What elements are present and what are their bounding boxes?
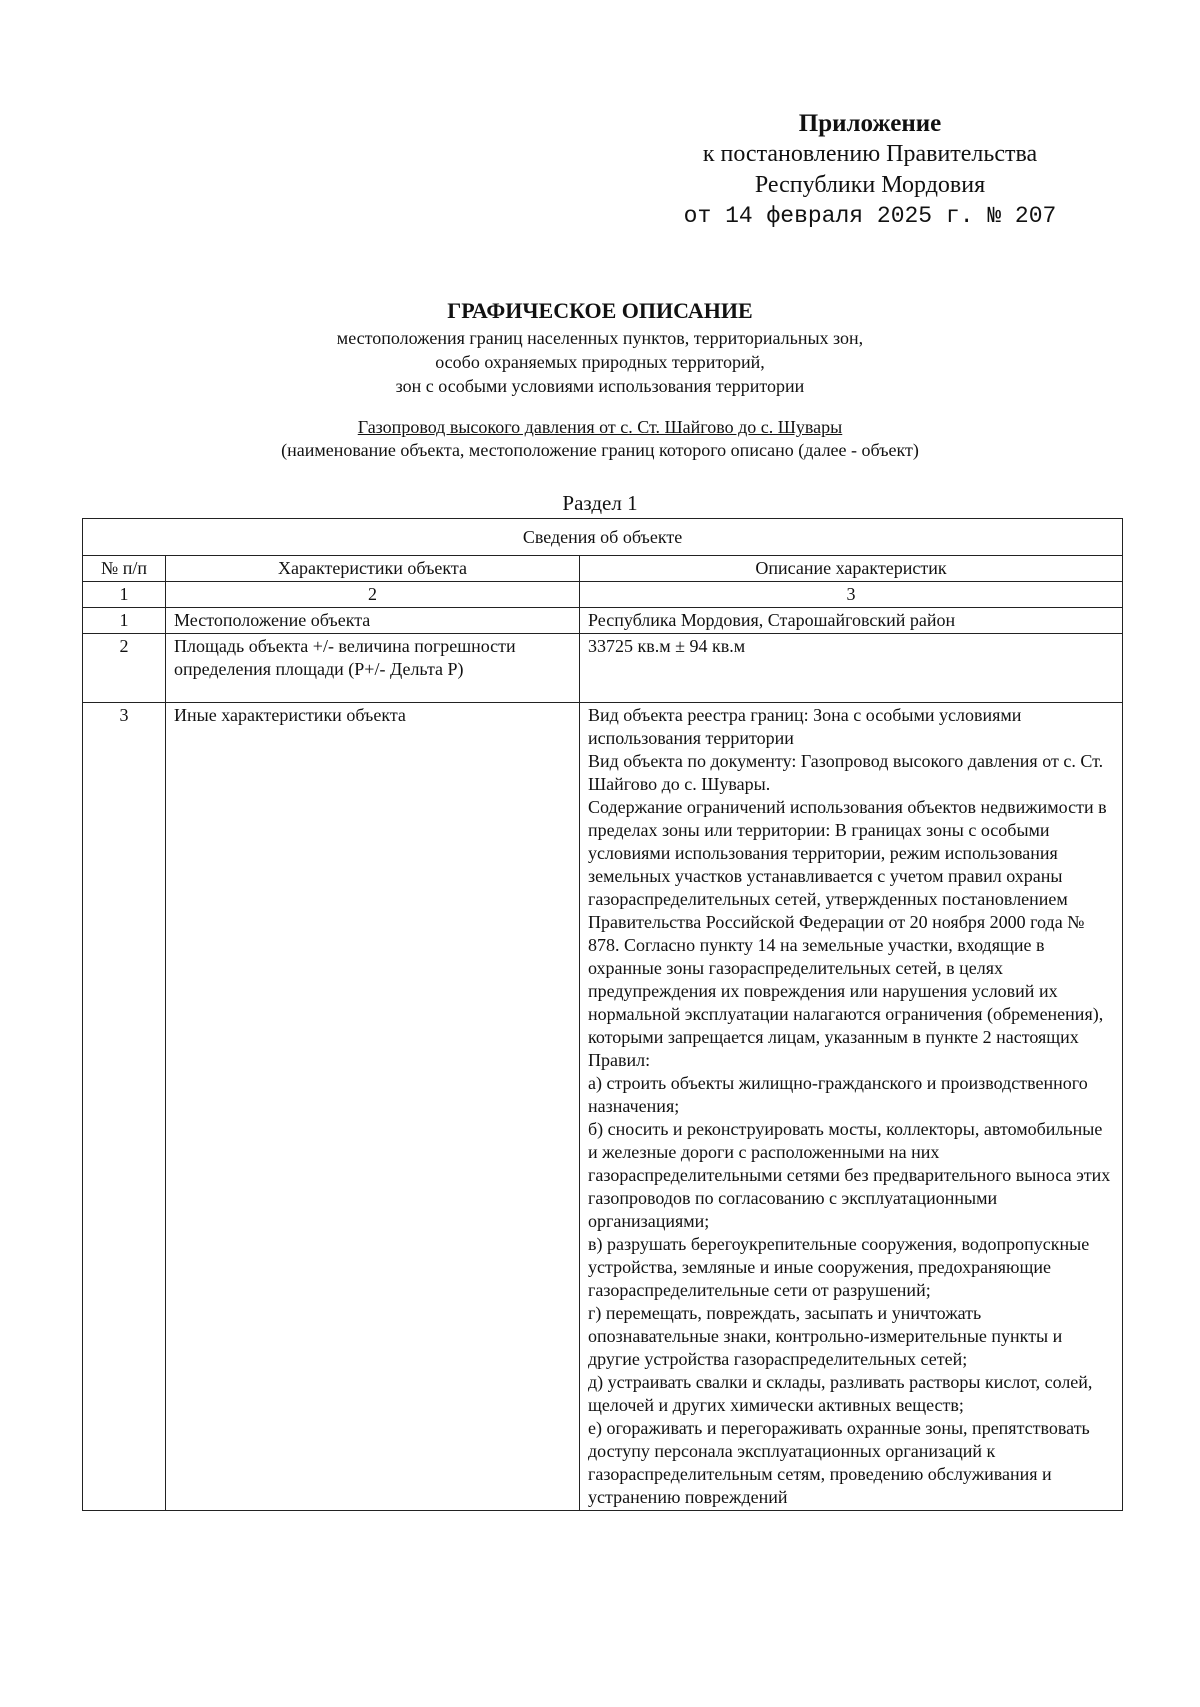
description-line: Вид объекта по документу: Газопровод высокого давления от с. Ст. Шайгово до с. Шувары. (588, 751, 1104, 794)
header-characteristic: Характеристики объекта (166, 556, 580, 582)
column-number-2: 2 (166, 582, 580, 608)
description-line: д) устраивать свалки и склады, разливать растворы кислот, солей, щелочей и других химически активных веществ; (588, 1372, 1093, 1415)
header-description: Описание характеристик (580, 556, 1123, 582)
appendix-title: Приложение (798, 110, 942, 137)
table-row (83, 703, 1123, 1511)
appendix-line-2: Республики Мордовия (754, 172, 986, 198)
document-heading (100, 296, 1100, 398)
description-line: Вид объекта реестра границ: Зона с особыми условиями использования территории (588, 705, 1022, 748)
row-characteristic: Иные характеристики объекта (166, 703, 580, 1511)
column-number-1: 1 (83, 582, 166, 608)
appendix-date: от 14 февраля 2025 г. № 207 (683, 203, 1057, 229)
section-title: Раздел 1 (562, 491, 638, 515)
appendix-line-1: к постановлению Правительства (702, 141, 1038, 167)
description-line: г) перемещать, повреждать, засыпать и уничтожать опознавательные знаки, контрольно-измерительные пункты и другие устройства газораспределительных сетей; (588, 1303, 1063, 1369)
description-line: е) огораживать и перегораживать охранные зоны, препятствовать доступу персонала эксплуатационных организаций к газораспределительным сетям, проведению обслуживания и устранению повреждений (588, 1418, 1090, 1507)
table-column-numbers-row (83, 582, 1123, 608)
column-number-3: 3 (580, 582, 1123, 608)
description-line: 33725 кв.м ± 94 кв.м (588, 636, 746, 656)
table-caption-row (83, 519, 1123, 556)
document-subtitle-1: местоположения границ населенных пунктов, территориальных зон, (336, 328, 864, 348)
row-description (580, 608, 1123, 634)
object-name-note: (наименование объекта, местоположение границ которого описано (далее - объект) (281, 440, 919, 460)
row-number: 1 (83, 608, 166, 634)
document-subtitle-2: особо охраняемых природных территорий, (435, 352, 765, 372)
description-line: Содержание ограничений использования объектов недвижимости в пределах зоны или территории: В границах зоны с особыми условиями использования территории, режим использования земельных участков устанавливается с учетом правил охраны газораспределительных сетей, утвержденных постановлением Правительства Российской Федерации от 20 ноября 2000 года № 878. Согласно пункту 14 на земельные участки, входящие в охранные зоны газораспределительных сетей, в целях предупреждения их повреждения или нарушения условий их нормальной эксплуатации налагаются ограничения (обременения), которыми запрещается лицам, указанным в пункте 2 настоящих Правил: (588, 797, 1107, 1070)
document-subtitle-3: зон с особыми условиями использования территории (395, 376, 805, 396)
row-characteristic: Площадь объекта +/- величина погрешности определения площади (Р+/- Дельта Р) (166, 634, 580, 703)
table-header-row (83, 556, 1123, 582)
object-name-block (100, 416, 1100, 462)
description-line: а) строить объекты жилищно-гражданского и производственного назначения; (588, 1073, 1088, 1116)
object-info-table (82, 518, 1123, 1511)
row-number: 2 (83, 634, 166, 703)
description-line: Республика Мордовия, Старошайговский район (588, 610, 956, 630)
row-number: 3 (83, 703, 166, 1511)
appendix-block (640, 108, 1100, 232)
description-line: б) сносить и реконструировать мосты, коллекторы, автомобильные и железные дороги с расположенными на них газораспределительными сетями без предварительного выноса этих газопроводов по согласованию с эксплуатационными организациями; (588, 1119, 1111, 1231)
document-title: ГРАФИЧЕСКОЕ ОПИСАНИЕ (447, 298, 753, 323)
row-characteristic: Местоположение объекта (166, 608, 580, 634)
object-name: Газопровод высокого давления от с. Ст. Шайгово до с. Шувары (357, 417, 843, 437)
row-description (580, 634, 1123, 703)
table-caption: Сведения об объекте (83, 519, 1123, 556)
table-row (83, 634, 1123, 703)
row-description (580, 703, 1123, 1511)
table-row (83, 608, 1123, 634)
header-number: № п/п (83, 556, 166, 582)
description-line: в) разрушать берегоукрепительные сооружения, водопропускные устройства, земляные и иные сооружения, предохраняющие газораспределительные сети от разрушений; (588, 1234, 1090, 1300)
